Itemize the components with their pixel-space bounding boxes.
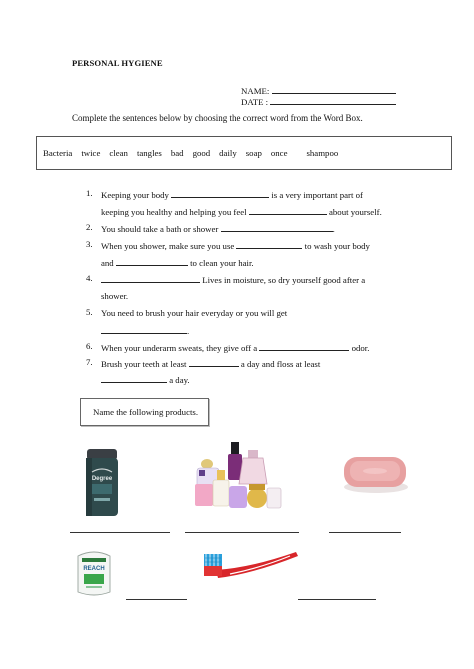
word-soap: soap — [245, 148, 262, 158]
question-1-number: 1. — [86, 188, 93, 198]
q3-blank-1[interactable] — [236, 239, 302, 249]
question-5-line-1: You need to brush your hair everyday or you will get — [101, 308, 288, 318]
q1-text-a: Keeping your body — [101, 190, 172, 200]
question-7-number: 7. — [86, 357, 93, 367]
question-2-line-1 — [101, 222, 335, 235]
deodorant-brand: Degree — [91, 476, 113, 482]
word-shampoo: shampoo — [306, 148, 339, 158]
q3-text-b: to wash your body — [302, 241, 370, 251]
q1-text-b: is a very important part of — [269, 190, 363, 200]
word-bad: bad — [170, 148, 184, 158]
word-once: once — [270, 148, 288, 158]
worksheet-title: PERSONAL HYGIENE — [72, 58, 163, 68]
answer-line-floss[interactable] — [126, 599, 187, 600]
dental-floss-image — [74, 550, 114, 598]
answer-line-perfume[interactable] — [185, 532, 299, 533]
instructions: Complete the sentences below by choosing the correct word from the Word Box. — [72, 113, 363, 123]
question-4-line-2: shower. — [101, 291, 129, 301]
q7-blank-1[interactable] — [189, 357, 239, 367]
question-1-line-2 — [101, 205, 382, 218]
question-3-number: 3. — [86, 239, 93, 249]
date-label: DATE : — [241, 97, 271, 107]
word-box — [36, 136, 452, 170]
question-5-line-2 — [101, 324, 189, 337]
word-twice: twice — [81, 148, 101, 158]
q6-text-b: odor. — [349, 343, 370, 353]
soap-bar-image — [340, 451, 410, 495]
question-7-line-2 — [101, 373, 190, 386]
q2-blank-1[interactable] — [221, 222, 333, 232]
question-3-line-1 — [101, 239, 370, 252]
q5-text-b: . — [187, 326, 190, 336]
date-blank[interactable] — [270, 95, 396, 105]
question-4-number: 4. — [86, 273, 93, 283]
q3-text-d: to clean your hair. — [187, 258, 254, 268]
q4-text-a: Lives in moisture, so dry yourself good after a — [200, 275, 366, 285]
word-clean: clean — [109, 148, 128, 158]
word-good: good — [192, 148, 211, 158]
toothbrush-image — [200, 548, 300, 584]
products-instruction-box: Name the following products. — [80, 398, 209, 426]
q2-text-a: You should take a bath or shower — [101, 224, 221, 234]
answer-line-soap[interactable] — [329, 532, 401, 533]
question-2-number: 2. — [86, 222, 93, 232]
question-7-line-1 — [101, 357, 320, 370]
question-5-number: 5. — [86, 307, 93, 317]
deodorant-image — [84, 446, 120, 518]
q1-text-c: keeping you healthy and helping you feel — [101, 207, 249, 217]
q5-blank-1[interactable] — [101, 324, 190, 336]
name-label: NAME: — [241, 86, 272, 96]
q7-text-a: Brush your teeth at least — [101, 359, 189, 369]
question-1-line-1 — [101, 188, 363, 201]
word-bacteria: Bacteria — [43, 148, 73, 158]
answer-line-toothbrush[interactable] — [298, 599, 376, 600]
q7-blank-2[interactable] — [101, 373, 167, 383]
question-4-line-1 — [101, 273, 365, 286]
answer-line-deodorant[interactable] — [70, 532, 170, 533]
q7-text-b: a day and floss at least — [238, 359, 321, 369]
q7-text-c: a day. — [167, 375, 190, 385]
question-6-number: 6. — [86, 341, 93, 351]
perfume-bottles-image — [193, 440, 283, 516]
q3-text-a: When you shower, make sure you use — [101, 241, 237, 251]
q1-text-d: about yourself. — [326, 207, 382, 217]
q3-text-c: and — [101, 258, 116, 268]
q4-blank-1[interactable] — [101, 273, 200, 283]
q1-blank-2[interactable] — [249, 205, 327, 215]
q6-text-a: When your underarm sweats, they give off a — [101, 343, 260, 353]
name-blank[interactable] — [272, 84, 396, 94]
floss-brand: REACH — [83, 566, 105, 572]
q2-text-b: . — [332, 224, 335, 234]
word-daily: daily — [219, 148, 237, 158]
date-field[interactable] — [241, 95, 396, 107]
q6-blank-1[interactable] — [259, 341, 349, 351]
word-tangles: tangles — [136, 148, 162, 158]
q3-blank-2[interactable] — [116, 256, 188, 266]
q1-blank-1[interactable] — [171, 188, 269, 198]
question-3-line-2 — [101, 256, 254, 269]
question-6-line-1 — [101, 341, 369, 354]
